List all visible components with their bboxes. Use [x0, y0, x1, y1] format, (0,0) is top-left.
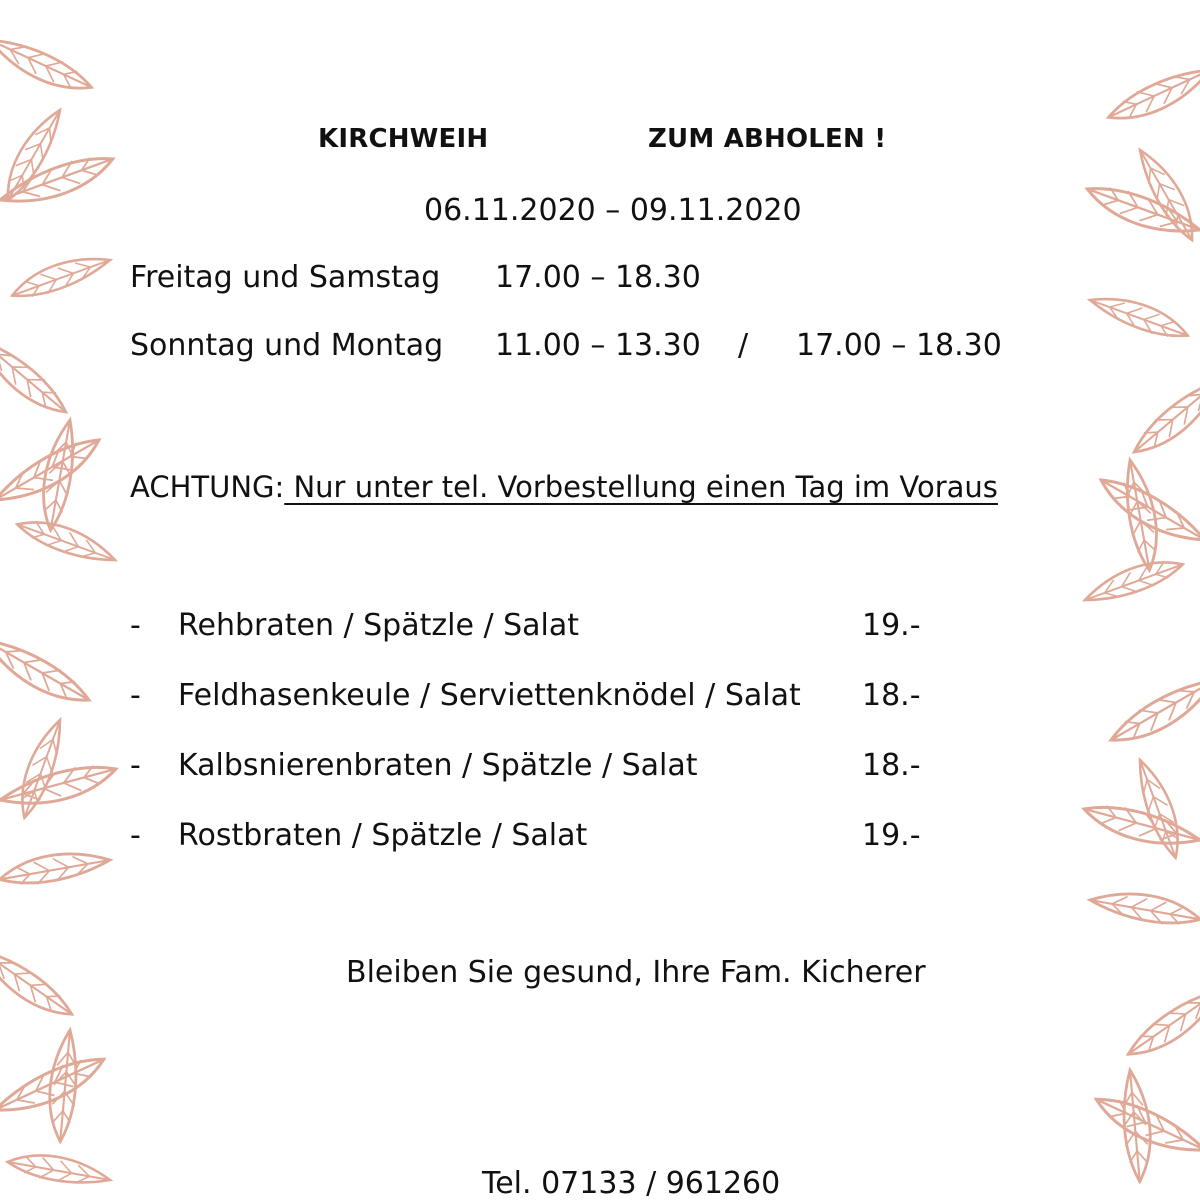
hours-days: Freitag und Samstag [130, 260, 441, 295]
heading-zum-abholen: ZUM ABHOLEN ! [648, 124, 887, 154]
leaf-pattern-border-left [0, 0, 122, 1200]
menu-price: 18.- [862, 748, 921, 783]
leaf-pattern-icon [1078, 0, 1200, 1200]
menu-bullet: - [130, 818, 141, 853]
menu-price: 19.- [862, 818, 921, 853]
menu-price: 19.- [862, 608, 921, 643]
menu-dish: Feldhasenkeule / Serviettenknödel / Salat [178, 678, 801, 713]
menu-dish: Rostbraten / Spätzle / Salat [178, 818, 588, 853]
menu-bullet: - [130, 678, 141, 713]
phone-number: Tel. 07133 / 961260 [482, 1166, 781, 1201]
flyer-sheet [122, 0, 1078, 1200]
menu-price: 18.- [862, 678, 921, 713]
menu-dish: Kalbsnierenbraten / Spätzle / Salat [178, 748, 698, 783]
hours-time: 17.00 – 18.30 [796, 328, 1002, 363]
heading-kirchweih: KIRCHWEIH [318, 124, 489, 154]
menu-bullet: - [130, 748, 141, 783]
hours-time: 17.00 – 18.30 [495, 260, 701, 295]
hours-separator: / [738, 328, 749, 363]
preorder-notice [130, 470, 998, 504]
notice-text: Nur unter tel. Vorbestellung einen Tag im Voraus [284, 470, 998, 504]
menu-dish: Rehbraten / Spätzle / Salat [178, 608, 580, 643]
date-range: 06.11.2020 – 09.11.2020 [424, 193, 802, 228]
closing-greeting: Bleiben Sie gesund, Ihre Fam. Kicherer [346, 955, 926, 990]
menu-bullet: - [130, 608, 141, 643]
leaf-pattern-icon [0, 0, 122, 1200]
hours-days: Sonntag und Montag [130, 328, 444, 363]
hours-time: 11.00 – 13.30 [495, 328, 701, 363]
notice-label: ACHTUNG: [130, 470, 285, 504]
leaf-pattern-border-right [1078, 0, 1200, 1200]
